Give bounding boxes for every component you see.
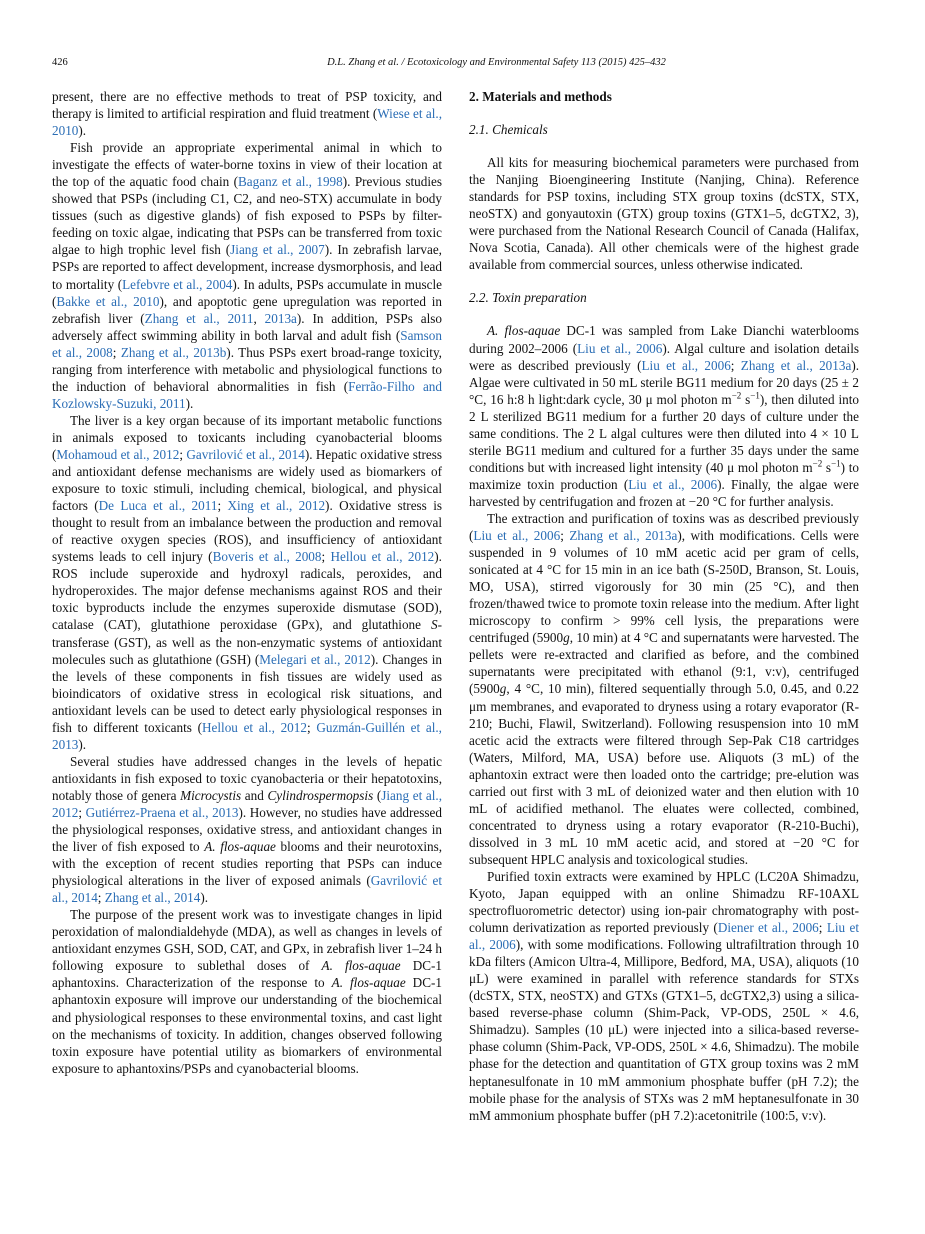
- citation-link[interactable]: Gavrilović et al., 2014: [52, 873, 442, 906]
- citation-link[interactable]: Xing et al., 2012: [227, 498, 326, 514]
- superscript: −2: [731, 390, 742, 401]
- subsection-heading: 2.1. Chemicals: [469, 122, 548, 138]
- citation-link[interactable]: Liu et al., 2006: [628, 476, 718, 492]
- citation-link[interactable]: Zhang et al., 2013a: [740, 357, 852, 373]
- citation-link[interactable]: Samson et al., 2008: [52, 327, 442, 360]
- citation-link[interactable]: Liu et al., 2006: [469, 920, 859, 953]
- citation-link[interactable]: Zhang et al., 2011: [144, 310, 254, 326]
- citation-link[interactable]: Hellou et al., 2012: [330, 549, 435, 565]
- citation-link[interactable]: Mohamoud et al., 2012: [56, 446, 180, 462]
- running-title: D.L. Zhang et al. / Ecotoxicology and Environmental Safety 113 (2015) 425–432: [327, 57, 666, 68]
- paragraph: Purified toxin extracts were examined by HPLC (LC20A Shimadzu, Kyoto, Japan equipped with an online Shimadzu RF-10AXL spectrofluorometric detector) using ion-pair chromatography with post-column derivatization as reported previously (Diener et al., 2006; Liu et al., 2006), with some modifications. Following ultrafiltration through 10 kDa filters (Amicon Ultra-4, Millipore, Bedford, MA, USA), aliquots (10 μL) were examined in parallel with reference standards for STXs (dcSTX, STX, neoSTX) and GTXs (GTX1–5, dcGTX2,3) using a silica-based reverse-phase column (Shim-Pack, VP-ODS, 250L × 4.6, Shimadzu). Samples (10 μL) were injected into a silica-based reverse-phase column (Shim-Pack, VP-ODS, 250L × 4.6, Shimadzu). The mobile phase for the detection and quantitation of GTX group toxins was 2 mM heptanesulfonate in 10 mM ammonium phosphate buffer (pH 7.2); the mobile phase for the analysis of STXs was 2 mM heptanesulfonate in 30 mM ammonium phosphate buffer (pH 7.2):acetonitrile (100:5, v:v).: [469, 868, 859, 1123]
- citation-link[interactable]: Diener et al., 2006: [717, 920, 819, 936]
- superscript: −1: [831, 458, 841, 469]
- citation-link[interactable]: Lefebvre et al., 2004: [122, 276, 233, 292]
- paragraph: Fish provide an appropriate experimental animal in which to investigate the effects of water-borne toxins in view of their location at the top of the aquatic food chain (Baganz et al., 1998). Previous studies showed that PSPs (including C1, C2, and neo-STX) accumulate in body tissues (such as digestive glands) of fish exposed to PSPs by filter-feeding on toxic algae, indicating that PSPs can be transferred from toxic algae to high trophic level fish (Jiang et al., 2007). In zebrafish larvae, PSPs are reported to affect development, increase dysmorphosis, and lead to mortality (Lefebvre et al., 2004). In adults, PSPs accumulate in muscle (Bakke et al., 2010), and apoptotic gene upregulation was reported in zebrafish liver (Zhang et al., 2011, 2013a). In addition, PSPs also adversely affect swimming ability in both larval and adult fish (Samson et al., 2008; Zhang et al., 2013b). Thus PSPs exert broad-range toxicity, ranging from interference with metabolic and physiological functions to the induction of behavioral abnormalities in fish (Ferrão-Filho and Kozlowsky-Suzuki, 2011).: [52, 140, 442, 411]
- citation-link[interactable]: Guzmán-Guillén et al., 2013: [52, 719, 442, 752]
- citation-link[interactable]: Zhang et al., 2013a: [569, 528, 678, 544]
- superscript: −1: [750, 390, 760, 401]
- citation-link[interactable]: Liu et al., 2006: [473, 528, 561, 544]
- citation-link[interactable]: Jiang et al., 2012: [52, 787, 442, 820]
- italic-term: A. flos-aquae: [331, 975, 406, 991]
- citation-link[interactable]: Liu et al., 2006: [641, 357, 731, 373]
- left-column: [52, 88, 442, 1077]
- italic-term: Cylindrospermopsis: [267, 787, 374, 803]
- paragraph: The extraction and purification of toxins was as described previously (Liu et al., 2006; Zhang et al., 2013a), with modifications. Cells were suspended in 9 volumes of 10 mM acetic acid per gram of cells, sonicated at 4 °C for 15 min in an ice bath (S-250D, Branson, St. Louis, MO, USA), stirred vigorously for 30 min (25 °C), and then frozen/thawed twice to promote toxin release into the medium. After light microscopy to confirm > 99% cell lysis, the preparations were centrifuged (5900g, 10 min) at 4 °C and supernatants were harvested. The pellets were re-extracted and clarified as before, and the combined supernatants were precipitated with ethanol (9:1, v:v), centrifuged (5900g, 4 °C, 10 min), filtered sequentially through 5.0, 0.45, and 0.22 μm membranes, and evaporated to dryness using a rotary evaporator (R-210; Buchi, Flawil, Switzerland). Following resuspension into 10 mM acetic acid the extracts were filtered through Sep-Pak C18 cartridges (Waters, Milford, MA, USA) before use. Aliquots (3 mL) of the aphantoxin extract were then loaded onto the cartridge; pre-elution was carried out first with 3 mL of deionized water and then elution with 10 mL of acidified methanol. The eluates were collected, combined, concentrated to dryness using a rotary evaporator (R-210-Buchi), dissolved in 3 mL 10 mM acetic acid, and stored at −20 °C for subsequent HPLC analysis and toxicological studies.: [469, 510, 860, 867]
- paragraph: A. flos-aquae DC-1 was sampled from Lake Dianchi waterblooms during 2002–2006 (Liu et al., 2006). Algal culture and isolation details were as described previously (Liu et al., 2006; Zhang et al., 2013a). Algae were cultivated in 50 mL sterile BG11 medium for 20 days (25 ± 2 °C, 16 h:8 h light:dark cycle, 30 μ mol photon $m^{-2}$ $s^{-1}$), then diluted into 2 L sterilized BG11 medium for a further 20 days of culture under the same conditions. The 2 L algal cultures were then diluted into 4 × 10 L sterile BG11 medium and cultured for a further 35 days under the same conditions but with increased light intensity (40 μ mol photon $m^{-2}$ $s^{-1}$) to maximize toxin production (Liu et al., 2006). Finally, the algae were harvested by centrifugation and frozen at −20 °C for further analysis.: [469, 323, 860, 509]
- citation-link[interactable]: Baganz et al., 1998: [238, 174, 343, 190]
- citation-link[interactable]: Zhang et al., 2014: [104, 890, 201, 906]
- citation-link[interactable]: Hellou et al., 2012: [201, 719, 307, 735]
- paragraph: The purpose of the present work was to investigate changes in lipid peroxidation of malondialdehyde (MDA), as well as changes in levels of antioxidant enzymes GSH, SOD, CAT, and GPx, in zebrafish liver 1–24 h following exposure to sublethal doses of A. flos-aquae DC-1 aphantoxins. Characterization of the response to A. flos-aquae DC-1 aphantoxin exposure will improve our understanding of the biochemical and physiological responses to these environmental toxins, and cast light on the mechanisms of toxicity. In addition, changes observed following toxin exposure have potential utility as biomarkers of environmental exposure to aphantoxins/PSPs and cyanobacterial blooms.: [52, 907, 443, 1076]
- italic-term: A. flos-aquae: [321, 958, 401, 974]
- section-heading: 2. Materials and methods: [469, 89, 612, 104]
- italic-term: Microcystis: [180, 787, 242, 803]
- citation-link[interactable]: Gutiérrez-Praena et al., 2013: [85, 804, 239, 820]
- italic-term: A. flos-aquae: [487, 323, 561, 339]
- citation-link[interactable]: Boveris et al., 2008: [212, 549, 322, 565]
- italic-term: g: [563, 630, 570, 646]
- right-column: [469, 88, 859, 1124]
- citation-link[interactable]: Ferrão-Filho and Kozlowsky-Suzuki, 2011: [52, 378, 442, 411]
- running-header: [52, 56, 925, 72]
- citation-link[interactable]: Zhang et al., 2013b: [120, 344, 227, 360]
- citation-link[interactable]: De Luca et al., 2011: [98, 498, 218, 514]
- italic-term: g: [499, 681, 507, 697]
- subsection-heading: 2.2. Toxin preparation: [469, 290, 587, 306]
- paragraph: The liver is a key organ because of its important metabolic functions in animals exposed to toxicants including cyanobacterial blooms (Mohamoud et al., 2012; Gavrilović et al., 2014). Hepatic oxidative stress and antioxidant defense mechanisms are widely used as biomarkers of exposure to toxic stimuli, including chemical, biological, and physical factors (De Luca et al., 2011; Xing et al., 2012). Oxidative stress is thought to result from an imbalance between the production and removal of reactive oxygen species (ROS), and insufficiency of antioxidant systems leads to cell injury (Boveris et al., 2008; Hellou et al., 2012). ROS include superoxide and hydroxyl radicals, peroxides, and hydroperoxides. The major defense mechanisms against ROS and their toxic byproducts include the enzymes superoxide dismutase (SOD), catalase (CAT), glutathione peroxidase (GPx), and glutathione S-transferase (GST), as well as the non-enzymatic systems of antioxidant molecules such as glutathione (GSH) (Melegari et al., 2012). Changes in the levels of these components in fish tissues are widely used as bioindicators of oxidative stress in ecological risk situations, and antioxidant levels can be used to detect early physiological responses in fish to different toxicants (Hellou et al., 2012; Guzmán-Guillén et al., 2013).: [52, 412, 443, 752]
- citation-link[interactable]: Gavrilović et al., 2014: [186, 446, 305, 462]
- italic-term: S: [431, 617, 438, 633]
- superscript: −2: [812, 458, 823, 469]
- italic-term: A. flos-aquae: [204, 839, 276, 855]
- page-number: 426: [52, 57, 68, 68]
- citation-link[interactable]: Melegari et al., 2012: [259, 651, 371, 667]
- citation-link[interactable]: Bakke et al., 2010: [56, 293, 160, 309]
- citation-link[interactable]: Wiese et al., 2010: [52, 106, 442, 139]
- citation-link[interactable]: 2013a: [264, 310, 297, 326]
- paragraph: All kits for measuring biochemical parameters were purchased from the Nanjing Bioengineering Institute (Nanjing, China). Reference standards for PSP toxins, including STX group toxins (dcSTX, STX, neoSTX) and gonyautoxin (GTX) group toxins (GTX1–5, dcGTX2, 3), were purchased from the National Research Council of Canada (Halifax, Nova Scotia, Canada). All other chemicals were of the highest grade available from commercial sources, unless otherwise indicated.: [469, 155, 859, 273]
- paragraph: Several studies have addressed changes in the levels of hepatic antioxidants in fish exposed to toxic cyanobacteria or their hepatotoxins, notably those of genera Microcystis and Cylindrospermopsis (Jiang et al., 2012; Gutiérrez-Praena et al., 2013). However, no studies have addressed the physiological responses, oxidative stress, and antioxidant changes in the liver of fish exposed to A. flos-aquae blooms and their neurotoxins, with the exception of recent studies reporting that PSPs can induce physiological alterations in the liver of exposed animals (Gavrilović et al., 2014; Zhang et al., 2014).: [52, 753, 443, 906]
- citation-link[interactable]: Liu et al., 2006: [577, 340, 663, 356]
- paragraph: present, there are no effective methods to treat of PSP toxicity, and therapy is limited to artificial respiration and fluid treatment (Wiese et al., 2010).: [52, 89, 442, 139]
- citation-link[interactable]: Jiang et al., 2007: [230, 242, 325, 258]
